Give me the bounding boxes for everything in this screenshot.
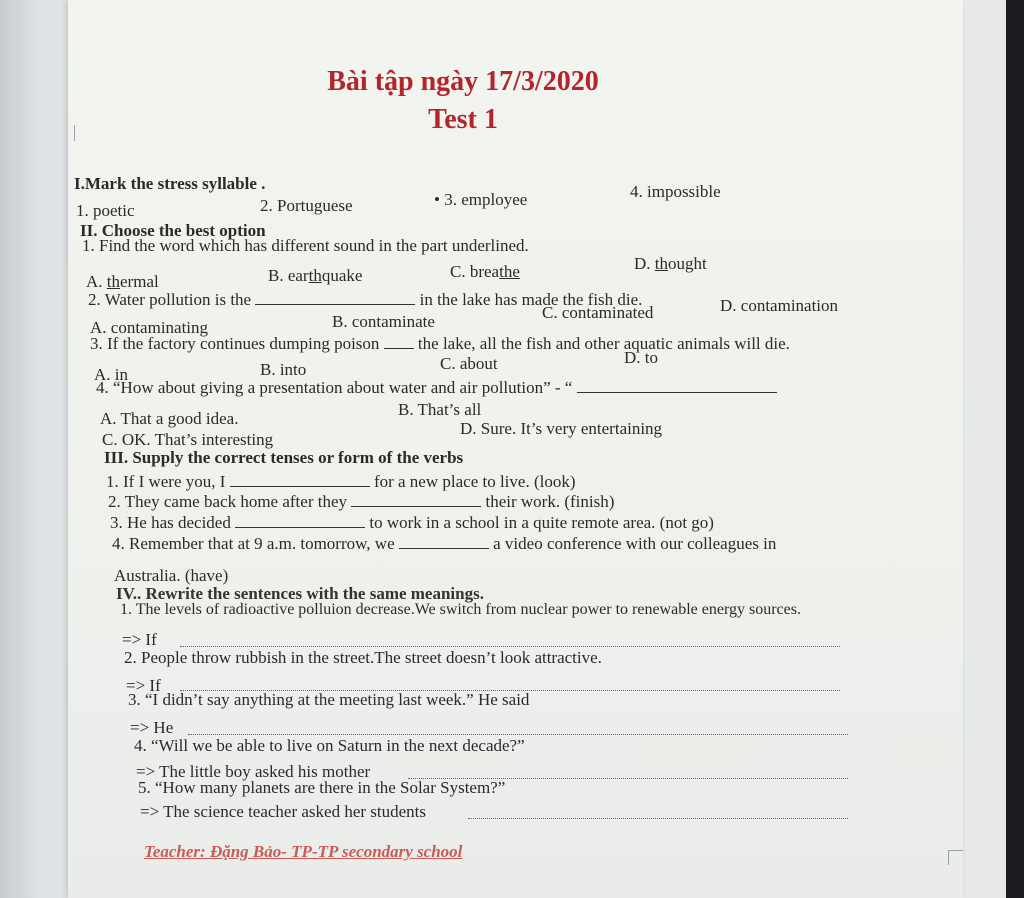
answer-blank[interactable]: [235, 513, 365, 528]
underlined-part: th: [308, 266, 322, 285]
question-text: 4. “Will we be able to live on Saturn in the next decade?”: [134, 736, 525, 755]
answer-prompt: => The little boy asked his mother: [136, 762, 371, 781]
option-d: D. Sure. It’s very entertaining: [460, 419, 663, 438]
option-d: D. contamination: [720, 296, 839, 315]
margin-marker-bottom-right: [948, 850, 963, 865]
option-rest: ought: [668, 254, 707, 273]
footer-teacher-credit: Teacher: Đặng Bảo- TP-TP secondary school: [144, 842, 463, 861]
question-text: 5. “How many planets are there in the Solar System?”: [138, 778, 506, 797]
question-text: 2. Water pollution is the in the lake has made the fish die.: [88, 290, 643, 309]
option-a: A. contaminating: [90, 318, 209, 337]
option-rest: ermal: [120, 272, 159, 291]
option-c: C. OK. That’s interesting: [102, 430, 274, 449]
answer-blank[interactable]: [255, 290, 415, 305]
question-text: 4. “How about giving a presentation about water and air pollution” - “: [96, 378, 777, 398]
question-text: 2. People throw rubbish in the street.The street doesn’t look attractive.: [124, 648, 602, 667]
answer-prompt: => If: [126, 676, 161, 695]
question-text: 3. If the factory continues dumping poison the lake, all the fish and other aquatic animals will die.: [90, 334, 790, 353]
margin-marker-top-left: [68, 125, 75, 141]
question-text: 3. He has decided to work in a school in a quite remote area. (not go): [110, 513, 714, 532]
section1-heading: I.Mark the stress syllable .: [74, 174, 266, 193]
section1-item: 2. Portuguese: [260, 196, 353, 215]
option-c: C. about: [440, 354, 498, 373]
monitor-bezel: [1006, 0, 1024, 898]
option-a: A. That a good idea.: [100, 409, 239, 428]
section1-item: 1. poetic: [76, 201, 135, 220]
underlined-part: the: [499, 262, 520, 281]
section4-heading: IV.. Rewrite the sentences with the same meanings.: [116, 584, 484, 603]
option-c: [450, 262, 520, 282]
answer-blank[interactable]: [384, 334, 414, 349]
answer-blank[interactable]: [399, 534, 489, 549]
option-b: [268, 266, 362, 286]
answer-blank[interactable]: [230, 472, 370, 487]
section2-heading: II. Choose the best option: [80, 221, 266, 240]
question-text: 1. The levels of radioactive polluion decrease.We switch from nuclear power to renewable energy sources.: [120, 601, 801, 618]
option-label: D.: [634, 254, 655, 273]
option-rest: quake: [321, 266, 363, 285]
option-d: D. to: [624, 348, 658, 367]
option-b: B. That’s all: [398, 400, 482, 419]
answer-prompt: => If: [122, 630, 157, 649]
section3-heading: III. Supply the correct tenses or form of the verbs: [104, 448, 464, 467]
question-text: 1. Find the word which has different sound in the part underlined.: [82, 236, 529, 255]
question-text: 4. Remember that at 9 a.m. tomorrow, we a video conference with our colleagues in: [112, 534, 777, 553]
answer-line[interactable]: [188, 734, 848, 735]
underlined-part: th: [654, 254, 669, 273]
option-label: A.: [86, 272, 107, 291]
option-b: B. into: [260, 360, 307, 379]
section1-item: 4. impossible: [630, 182, 721, 201]
option-b: B. contaminate: [332, 312, 435, 331]
option-label: B. ear: [268, 266, 309, 285]
question-text: 3. “I didn’t say anything at the meeting last week.” He said: [128, 690, 530, 709]
question-text: Australia. (have): [114, 566, 229, 585]
question-text: 2. They came back home after they their work. (finish): [108, 492, 615, 511]
answer-line[interactable]: [180, 646, 840, 647]
page-subtitle: Test 1: [428, 104, 498, 135]
section1-item: • 3. employee: [434, 190, 528, 209]
answer-line[interactable]: [468, 818, 848, 819]
answer-blank[interactable]: [351, 492, 481, 507]
underlined-part: th: [106, 272, 121, 291]
option-c: C. contaminated: [542, 303, 654, 322]
answer-prompt: => He: [130, 718, 174, 737]
option-d: [634, 254, 707, 274]
option-label: C. brea: [450, 262, 500, 281]
answer-blank[interactable]: [577, 378, 777, 393]
page-title: Bài tập ngày 17/3/2020: [327, 66, 599, 97]
option-a: A. in: [94, 365, 128, 384]
option-a: [86, 272, 159, 292]
question-text: 1. If I were you, I for a new place to live. (look): [106, 472, 576, 491]
answer-prompt: => The science teacher asked her students: [140, 802, 427, 821]
document-page: [68, 0, 963, 898]
